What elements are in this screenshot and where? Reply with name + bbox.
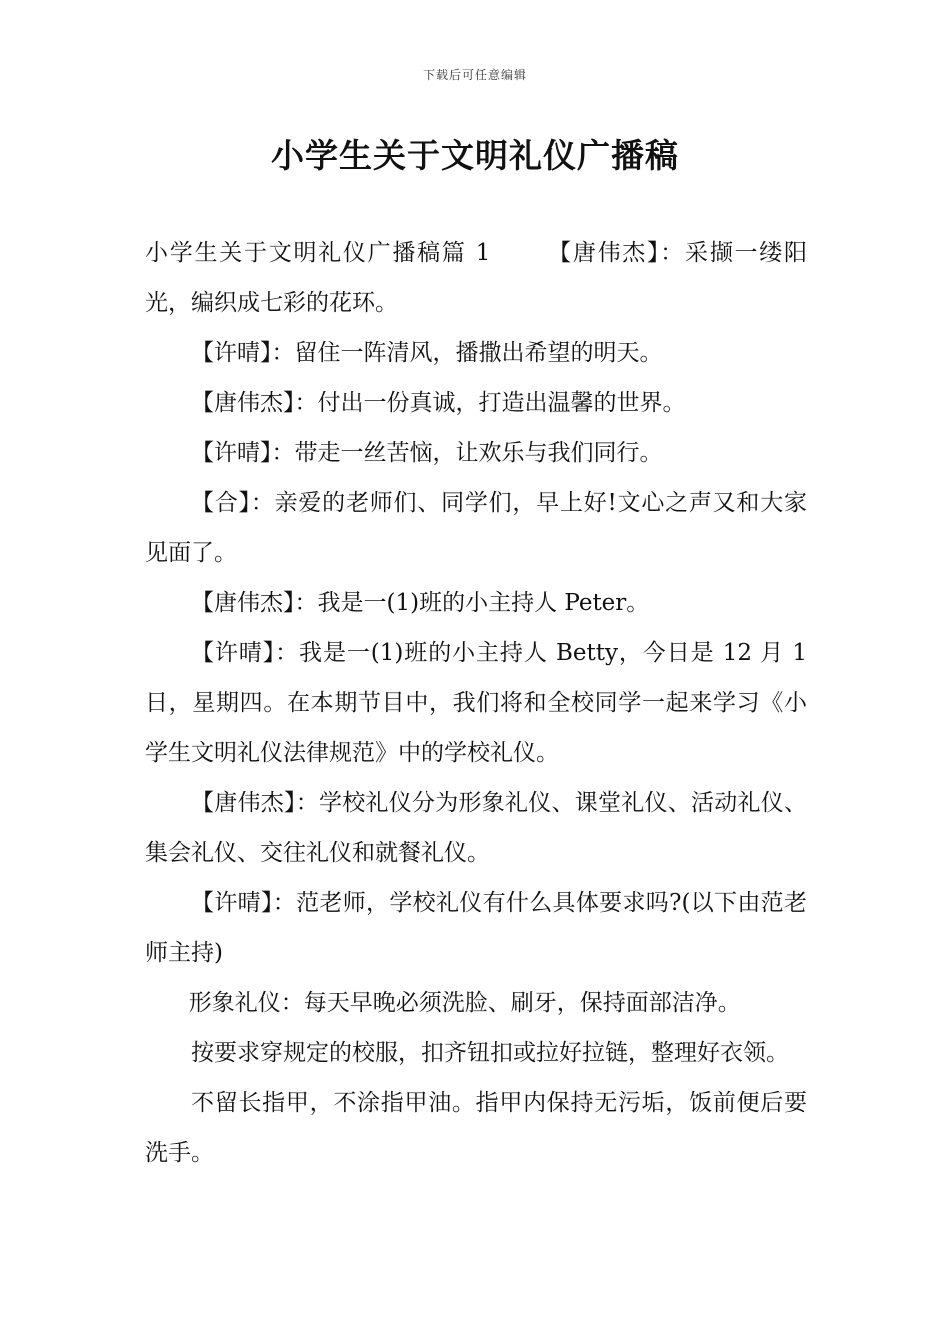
paragraph-8: 【许晴】：范老师，学校礼仪有什么具体要求吗?(以下由范老师主持) bbox=[145, 890, 807, 966]
paragraph-10: 按要求穿规定的校服，扣齐钮扣或拉好拉链，整理好衣领。 bbox=[191, 1040, 789, 1066]
intro-paragraph bbox=[145, 228, 807, 328]
paragraph-3: 【许晴】：带走一丝苦恼，让欢乐与我们同行。 bbox=[191, 440, 663, 466]
paragraph-4: 【合】：亲爱的老师们、同学们，早上好!文心之声又和大家见面了。 bbox=[145, 490, 807, 566]
document-body bbox=[145, 228, 807, 1178]
header-note: 下载后可任意编辑 bbox=[422, 68, 527, 82]
document-title: 小学生关于文明礼仪广播稿 bbox=[271, 136, 679, 175]
paragraph-5: 【唐伟杰】：我是一(1)班的小主持人 Peter。 bbox=[191, 590, 650, 616]
paragraph-2: 【唐伟杰】：付出一份真诚，打造出温馨的世界。 bbox=[191, 390, 686, 416]
paragraph-7: 【唐伟杰】：学校礼仪分为形象礼仪、课堂礼仪、活动礼仪、集会礼仪、交往礼仪和就餐礼仪。 bbox=[145, 790, 807, 866]
intro-line: 【唐伟杰】：采撷一缕阳光，编织成七彩的花环。 bbox=[145, 240, 808, 316]
paragraph-1: 【许晴】：留住一阵清风，播撒出希望的明天。 bbox=[191, 340, 663, 366]
paragraph-11: 不留长指甲，不涂指甲油。指甲内保持无污垢，饭前便后要洗手。 bbox=[145, 1090, 807, 1166]
intro-heading: 小学生关于文明礼仪广播稿篇 1 bbox=[145, 240, 491, 266]
paragraph-9: 形象礼仪：每天早晚必须洗脸、刷牙，保持面部洁净。 bbox=[188, 990, 741, 1016]
paragraph-6: 【许晴】：我是一(1)班的小主持人 Betty，今日是 12 月 1 日，星期四。在本期节目中，我们将和全校同学一起来学习《小学生文明礼仪法律规范》中的学校礼仪。 bbox=[145, 640, 807, 766]
